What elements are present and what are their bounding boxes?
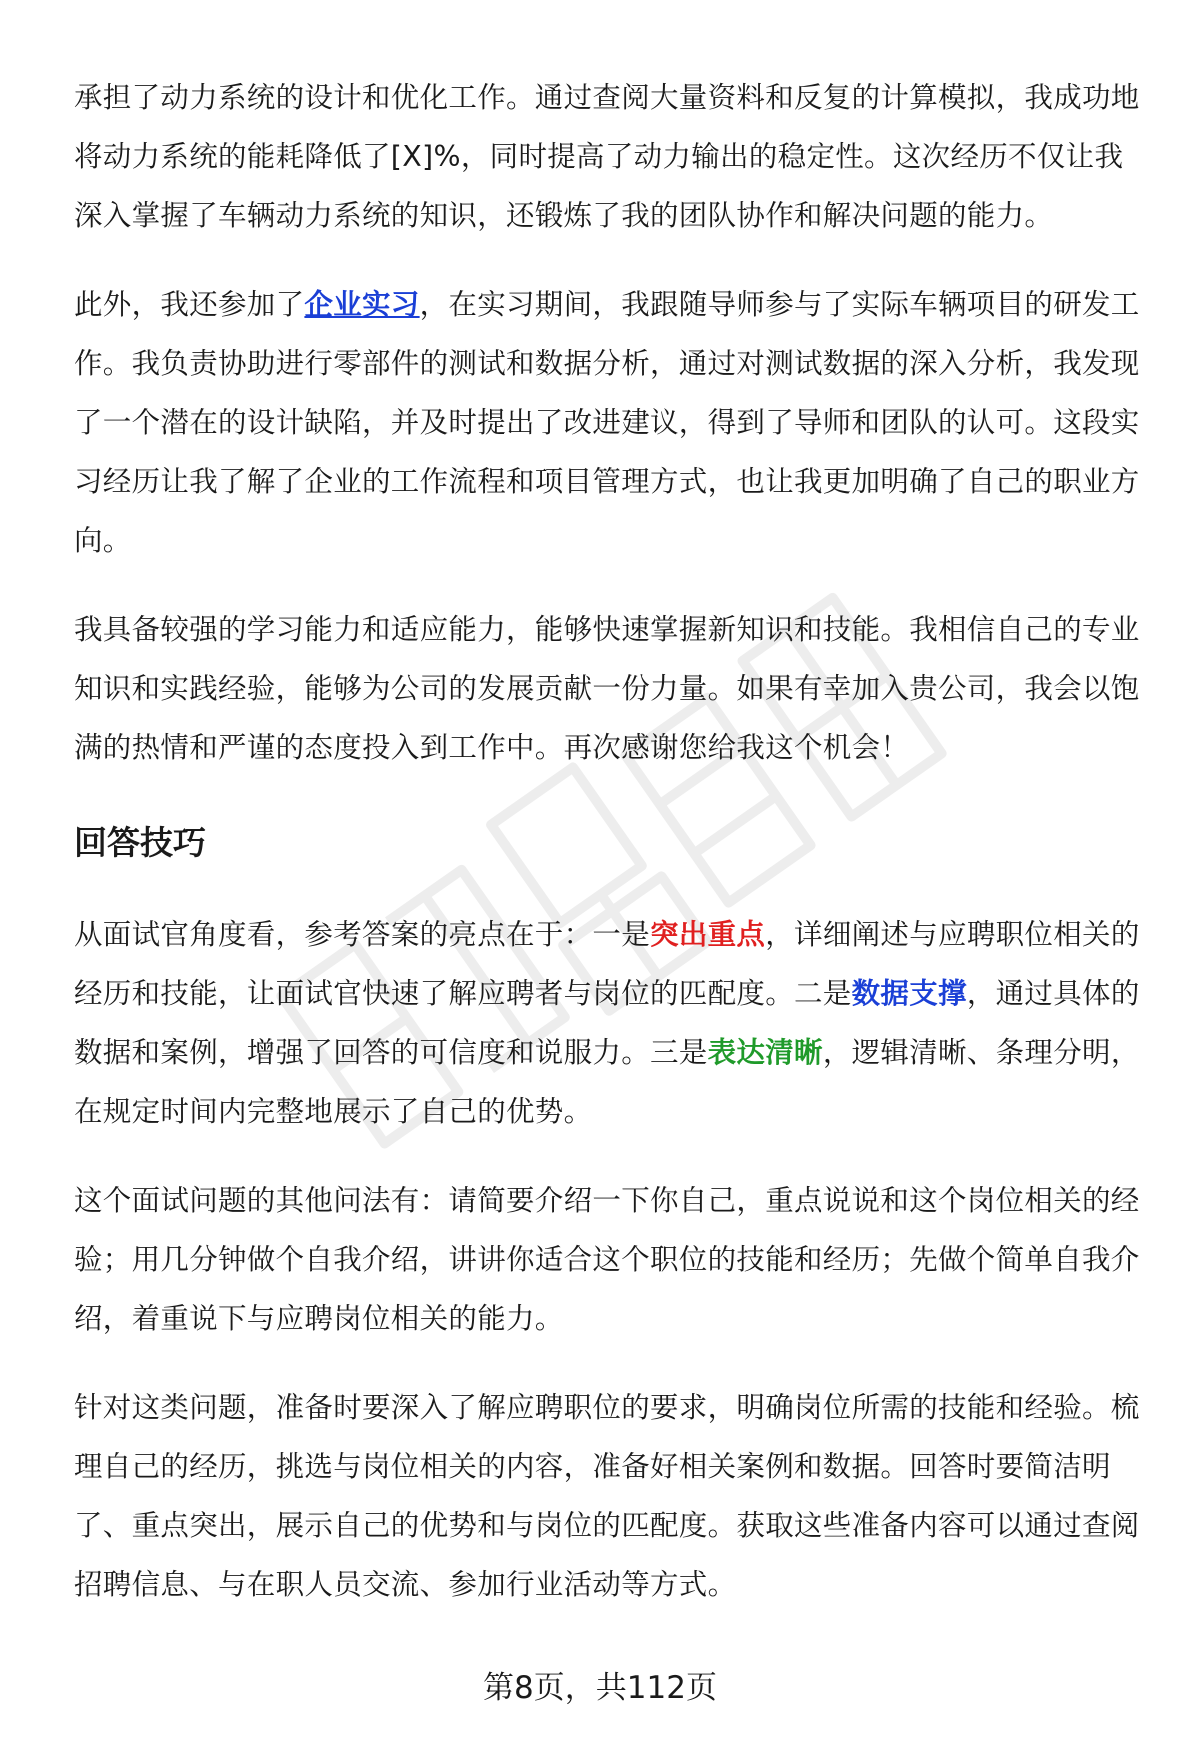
internship-link[interactable]: 企业实习 bbox=[304, 288, 420, 321]
paragraph-text: ，逻辑清晰、条理分明，在规定时间内完整地展示了自己的优势。 bbox=[74, 1036, 1140, 1128]
highlight-clarity: 表达清晰 bbox=[707, 1036, 823, 1069]
paragraph-alternative-questions: 这个面试问题的其他问法有：请简要介绍一下你自己，重点说说和这个岗位相关的经验；用几分钟做个自我介绍，讲讲你适合这个职位的技能和经历；先做个简单自我介绍，着重说下与应聘岗位相关的能力。 bbox=[74, 1184, 1140, 1335]
paragraph-text: 从面试官角度看，参考答案的亮点在于：一是 bbox=[74, 918, 651, 951]
paragraph-preparation: 针对这类问题，准备时要深入了解应聘职位的要求，明确岗位所需的技能和经验。梳理自己的经历，挑选与岗位相关的内容，准备好相关案例和数据。回答时要简洁明了、重点突出，展示自己的优势和与岗位的匹配度。获取这些准备内容可以通过查阅招聘信息、与在职人员交流、参加行业活动等方式。 bbox=[74, 1391, 1140, 1601]
paragraph-highlights bbox=[74, 905, 1152, 1141]
paragraph-text: ，在实习期间，我跟随导师参与了实际车辆项目的研发工作。我负责协助进行零部件的测试和数据分析，通过对测试数据的深入分析，我发现了一个潜在的设计缺陷，并及时提出了改进建议，得到了导师和团队的认可。这段实习经历让我了解了企业的工作流程和项目管理方式，也让我更加明确了自己的职业方向。 bbox=[74, 288, 1140, 557]
section-heading: 回答技巧 bbox=[74, 823, 206, 862]
paragraph-project-experience: 承担了动力系统的设计和优化工作。通过查阅大量资料和反复的计算模拟，我成功地将动力系统的能耗降低了[X]%，同时提高了动力输出的稳定性。这次经历不仅让我深入掌握了车辆动力系统的知识，还锻炼了我的团队协作和解决问题的能力。 bbox=[74, 81, 1140, 232]
paragraph-text: ，通过具体的数据和案例，增强了回答的可信度和说服力。三是 bbox=[74, 977, 1140, 1069]
paragraph-closing: 我具备较强的学习能力和适应能力，能够快速掌握新知识和技能。我相信自己的专业知识和实践经验，能够为公司的发展贡献一份力量。如果有幸加入贵公司，我会以饱满的热情和严谨的态度投入到工作中。再次感谢您给我这个机会！ bbox=[74, 613, 1140, 764]
paragraph-text: ，详细阐述与应聘职位相关的经历和技能，让面试官快速了解应聘者与岗位的匹配度。二是 bbox=[74, 918, 1140, 1010]
page-number: 第8页，共112页 bbox=[483, 1670, 717, 1706]
highlight-focus: 突出重点 bbox=[650, 918, 766, 951]
highlight-data-link[interactable]: 数据支撑 bbox=[851, 977, 967, 1010]
paragraph-text: 此外，我还参加了 bbox=[74, 288, 305, 321]
document-page bbox=[74, 68, 1152, 1644]
paragraph-internship bbox=[74, 275, 1152, 570]
